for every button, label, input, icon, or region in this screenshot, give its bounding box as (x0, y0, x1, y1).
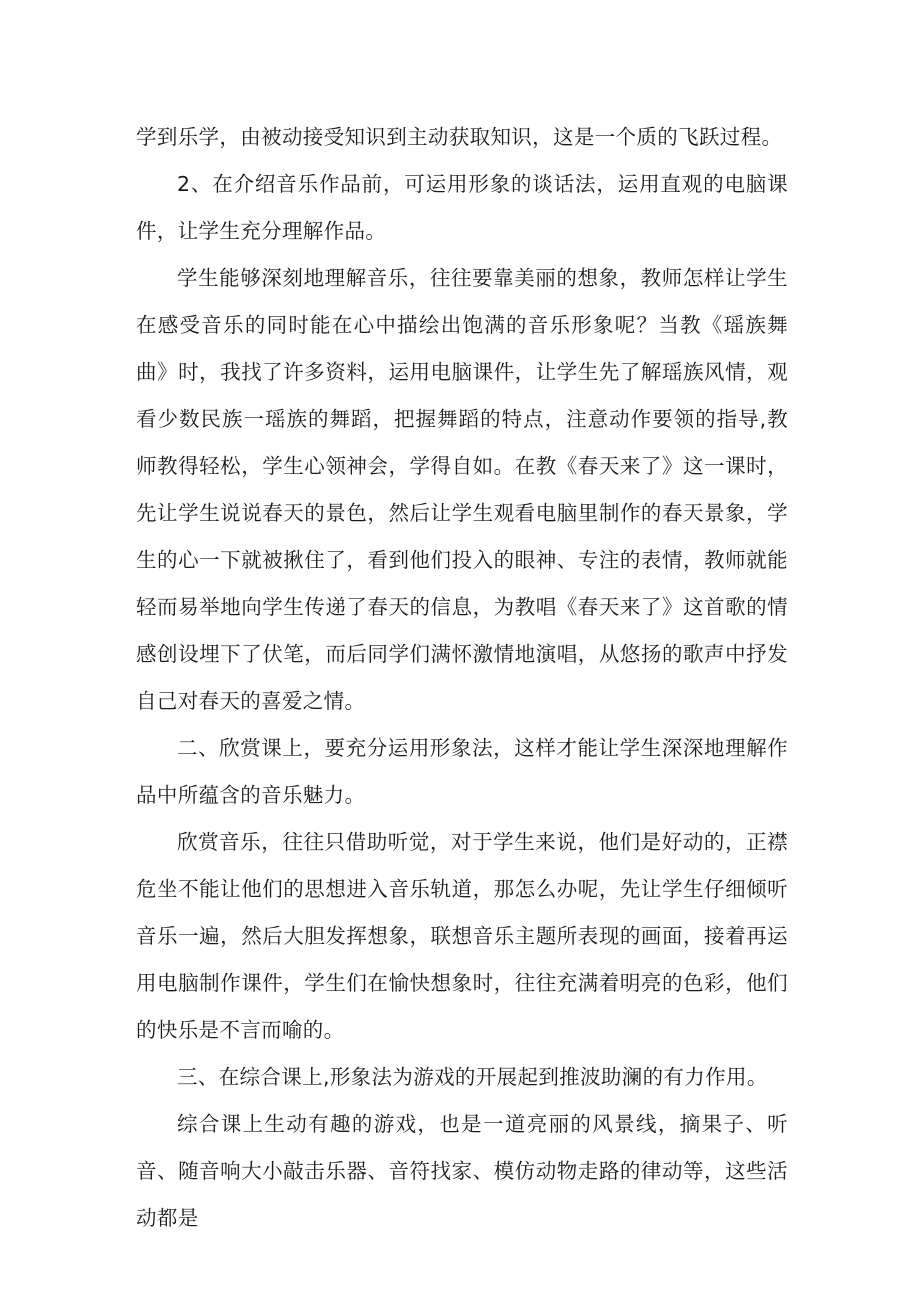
paragraph-6: 三、在综合课上,形象法为游戏的开展起到推波助澜的有力作用。 (177, 1065, 768, 1089)
document-body (136, 114, 788, 1242)
paragraph-4: 二、欣赏课上，要充分运用形象法，这样才能让学生深深地理解作品中所蕴含的音乐魅力。 (136, 736, 788, 807)
paragraph-7: 综合课上生动有趣的游戏，也是一道亮丽的风景线，摘果子、听音、随音响大小敲击乐器、音符找家、模仿动物走路的律动等，这些活动都是 (136, 1112, 788, 1230)
paragraph-5: 欣赏音乐，往往只借助听觉，对于学生来说，他们是好动的，正襟危坐不能让他们的思想进入音乐轨道，那怎么办呢，先让学生仔细倾听音乐一遍，然后大胆发挥想象，联想音乐主题所表现的画面，接着再运用电脑制作课件，学生们在愉快想象时，往往充满着明亮的色彩，他们的快乐是不言而喻的。 (136, 830, 788, 1042)
paragraph-1: 学到乐学，由被动接受知识到主动获取知识，这是一个质的飞跃过程。 (136, 125, 783, 149)
paragraph-2: 2、在介绍音乐作品前，可运用形象的谈话法，运用直观的电脑课件，让学生充分理解作品。 (136, 172, 788, 243)
paragraph-3: 学生能够深刻地理解音乐，往往要靠美丽的想象，教师怎样让学生在感受音乐的同时能在心中描绘出饱满的音乐形象呢？当教《瑶族舞曲》时，我找了许多资料，运用电脑课件，让学生先了解瑶族风情，观看少数民族一瑶族的舞蹈，把握舞蹈的特点，注意动作要领的指导,教师教得轻松，学生心领神会，学得自如。在教《春天来了》这一课时，先让学生说说春天的景色，然后让学生观看电脑里制作的春天景象，学生的心一下就被揪住了，看到他们投入的眼神、专注的表情，教师就能轻而易举地向学生传递了春天的信息，为教唱《春天来了》这首歌的情感创设埋下了伏笔，而后同学们满怀激情地演唱，从悠扬的歌声中抒发自己对春天的喜爱之情。 (136, 266, 788, 713)
